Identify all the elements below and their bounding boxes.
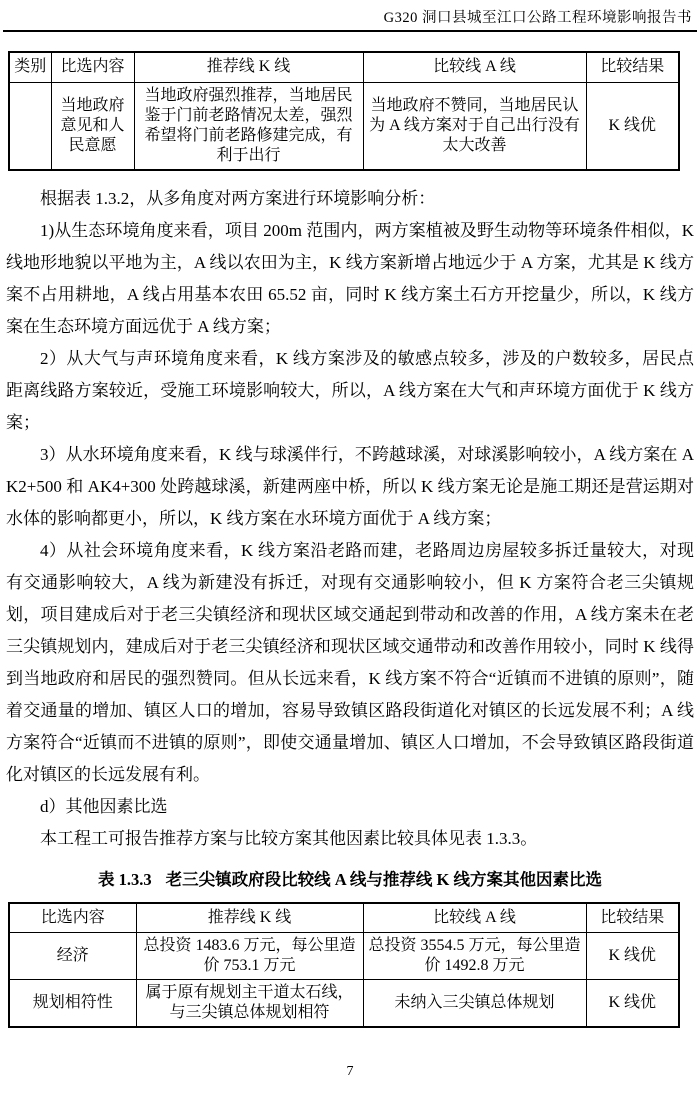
cell-a-line: 总投资 3554.5 万元，每公里造价 1492.8 万元 — [363, 933, 586, 980]
table-row-planning — [9, 980, 679, 1028]
table-header-row — [9, 903, 679, 933]
running-header-title: G320 洞口县城至江口公路工程环境影响报告书 — [383, 10, 692, 26]
header-cell-result: 比较结果 — [586, 903, 679, 933]
header-cell-item: 比选内容 — [51, 52, 134, 82]
header-cell-a-line: 比较线 A 线 — [363, 52, 586, 82]
table-row-economy — [9, 933, 679, 980]
header-cell-item: 比选内容 — [9, 903, 136, 933]
header-cell-k-line: 推荐线 K 线 — [134, 52, 363, 82]
cell-k-line: 当地政府强烈推荐，当地居民鉴于门前老路情况太差，强烈希望将门前老路修建完成，有利于出行 — [134, 82, 363, 170]
comparison-table-continued — [8, 51, 680, 171]
paragraph-point-1: 1)从生态环境角度来看，项目 200m 范围内，两方案植被及野生动物等环境条件相似，K 线地形地貌以平地为主，A 线以农田为主，K 线方案新增占地远少于 A 方案，尤其是 K 线方案不占用耕地，A 线占用基本农田 65.52 亩，同时 K 线方案土石方开挖量少，所以，K 线方案在生态环境方面远优于 A 线方案； — [6, 220, 694, 336]
subheading-other-factors: d）其他因素比选 — [40, 796, 168, 816]
table-133-caption — [0, 865, 700, 895]
other-factors-table — [8, 902, 680, 1029]
table-caption-title: 老三尖镇政府段比较线 A 线与推荐线 K 线方案其他因素比选 — [165, 869, 602, 889]
paragraph-point-4: 4）从社会环境角度来看，K 线方案沿老路而建，老路周边房屋较多拆迁量较大，对现有交通影响较大，A 线为新建没有拆迁，对现有交通影响较小，但 K 方案符合老三尖镇规划，项目建成后对于老三尖镇经济和现状区域交通起到带动和改善的作用，A 线方案未在老三尖镇规划内，建成后对于老三尖镇经济和现状区域交通带动和改善作用较小，同时 K 线得到当地政府和居民的强烈赞同。但从长远来看，K 线方案不符合“近镇而不进镇的原则”，随着交通量的增加、镇区人口的增加，容易导致镇区路段街道化对镇区的长远发展不利；A 线方案符合“近镇而不进镇的原则”，即使交通量增加、镇区人口增加，不会导致镇区路段街道化对镇区的长远发展有利。 — [6, 540, 694, 784]
cell-item: 规划相符性 — [9, 980, 136, 1028]
cell-a-line: 当地政府不赞同，当地居民认为 A 线方案对于自己出行没有太大改善 — [363, 82, 586, 170]
paragraph-point-3: 3）从水环境角度来看，K 线与球溪伴行，不跨越球溪，对球溪影响较小，A 线方案在 AK2+500 和 AK4+300 处跨越球溪，新建两座中桥，所以 K 线方案无论是施工期还是营运期对水体的影响都更小，所以，K 线方案在水环境方面优于 A 线方案； — [6, 444, 694, 528]
cell-result: K 线优 — [586, 980, 679, 1028]
paragraph-point-2: 2）从大气与声环境角度来看，K 线方案涉及的敏感点较多，涉及的户数较多，居民点距离线路方案较近，受施工环境影响较大，所以，A 线方案在大气和声环境方面优于 K 线方案； — [6, 348, 694, 432]
paragraph-table-ref: 本工程工可报告推荐方案与比较方案其他因素比较具体见表 1.3.3。 — [40, 828, 538, 848]
header-cell-a-line: 比较线 A 线 — [363, 903, 586, 933]
cell-result: K 线优 — [586, 82, 679, 170]
table-caption-label: 表 1.3.3 — [98, 869, 152, 889]
body-text — [6, 183, 694, 855]
paragraph-intro: 根据表 1.3.2，从多角度对两方案进行环境影响分析： — [40, 188, 436, 208]
header-rule — [3, 30, 697, 32]
cell-item: 当地政府意见和人民意愿 — [51, 82, 134, 170]
table-row — [9, 82, 679, 170]
cell-k-line: 总投资 1483.6 万元，每公里造价 753.1 万元 — [136, 933, 363, 980]
cell-category — [9, 82, 51, 170]
header-cell-k-line: 推荐线 K 线 — [136, 903, 363, 933]
cell-k-line: 属于原有规划主干道太石线，与三尖镇总体规划相符 — [136, 980, 363, 1028]
header-cell-category: 类别 — [9, 52, 51, 82]
cell-result: K 线优 — [586, 933, 679, 980]
cell-a-line: 未纳入三尖镇总体规划 — [363, 980, 586, 1028]
header-cell-result: 比较结果 — [586, 52, 679, 82]
cell-item: 经济 — [9, 933, 136, 980]
page-number: 7 — [346, 1064, 354, 1079]
table-header-row — [9, 52, 679, 82]
